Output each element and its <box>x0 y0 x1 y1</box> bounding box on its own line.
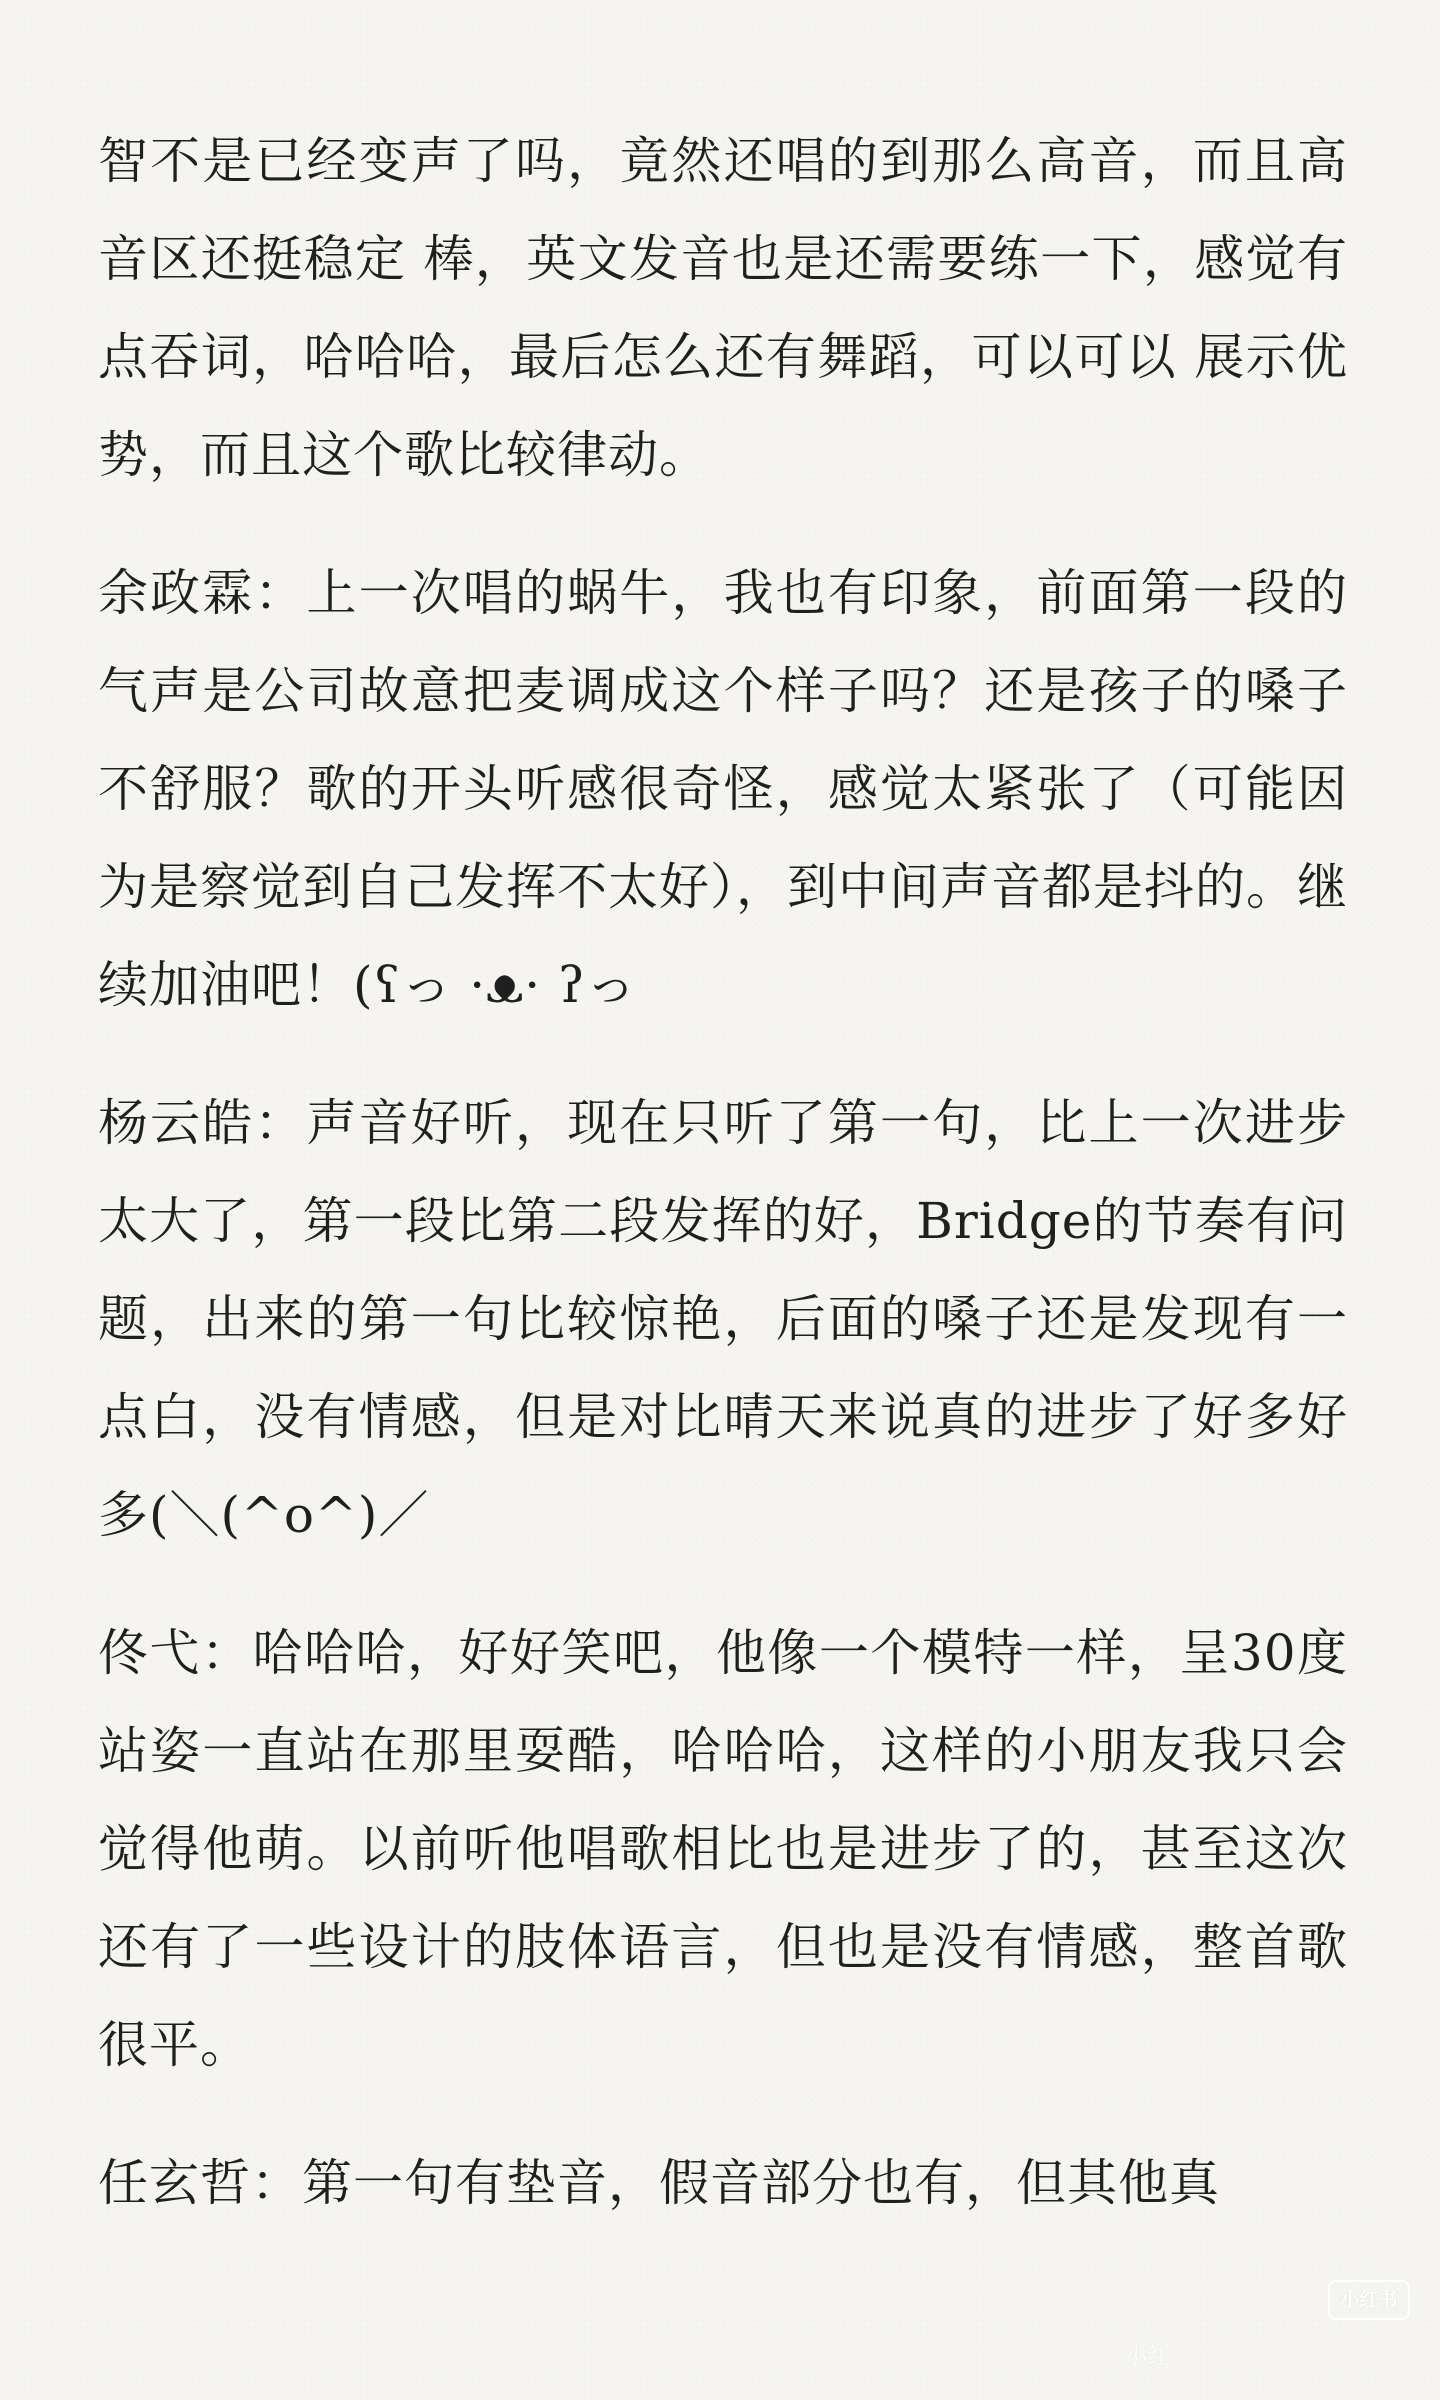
watermark-logo: 小红书 <box>1328 2280 1410 2320</box>
paragraph-yang-yunhao: 杨云皓：声音好听，现在只听了第一句，比上一次进步太大了，第一段比第二段发挥的好，Bridge的节奏有问题，出来的第一句比较惊艳，后面的嗓子还是发现有一点白，没有情感，但是对比晴天来说真的进步了好多好多(＼(^o^)／ <box>98 1094 1348 1544</box>
watermark-text: 小红 <box>1125 2345 1170 2370</box>
article-body <box>98 112 1348 2272</box>
paragraph-intro: 智不是已经变声了吗，竟然还唱的到那么高音，而且高音区还挺稳定 棒，英文发音也是还需要练一下，感觉有点吞词，哈哈哈，最后怎么还有舞蹈，可以可以 展示优势，而且这个歌比较律动。 <box>98 132 1348 484</box>
paragraph-yu-zhenglin: 余政霖：上一次唱的蜗牛，我也有印象，前面第一段的气声是公司故意把麦调成这个样子吗？还是孩子的嗓子不舒服？歌的开头听感很奇怪，感觉太紧张了（可能因为是察觉到自己发挥不太好），到中间声音都是抖的。继续加油吧！(ʕっ ·ᴥ· ʔっ <box>98 564 1348 1014</box>
paragraph-tong-yi: 佟弋：哈哈哈，好好笑吧，他像一个模特一样，呈30度站姿一直站在那里耍酷，哈哈哈，这样的小朋友我只会觉得他萌。以前听他唱歌相比也是进步了的，甚至这次还有了一些设计的肢体语言，但也是没有情感，整首歌很平。 <box>98 1624 1348 2074</box>
paragraph-ren-xuanzhe: 任玄哲：第一句有垫音，假音部分也有，但其他真 <box>98 2154 1220 2212</box>
